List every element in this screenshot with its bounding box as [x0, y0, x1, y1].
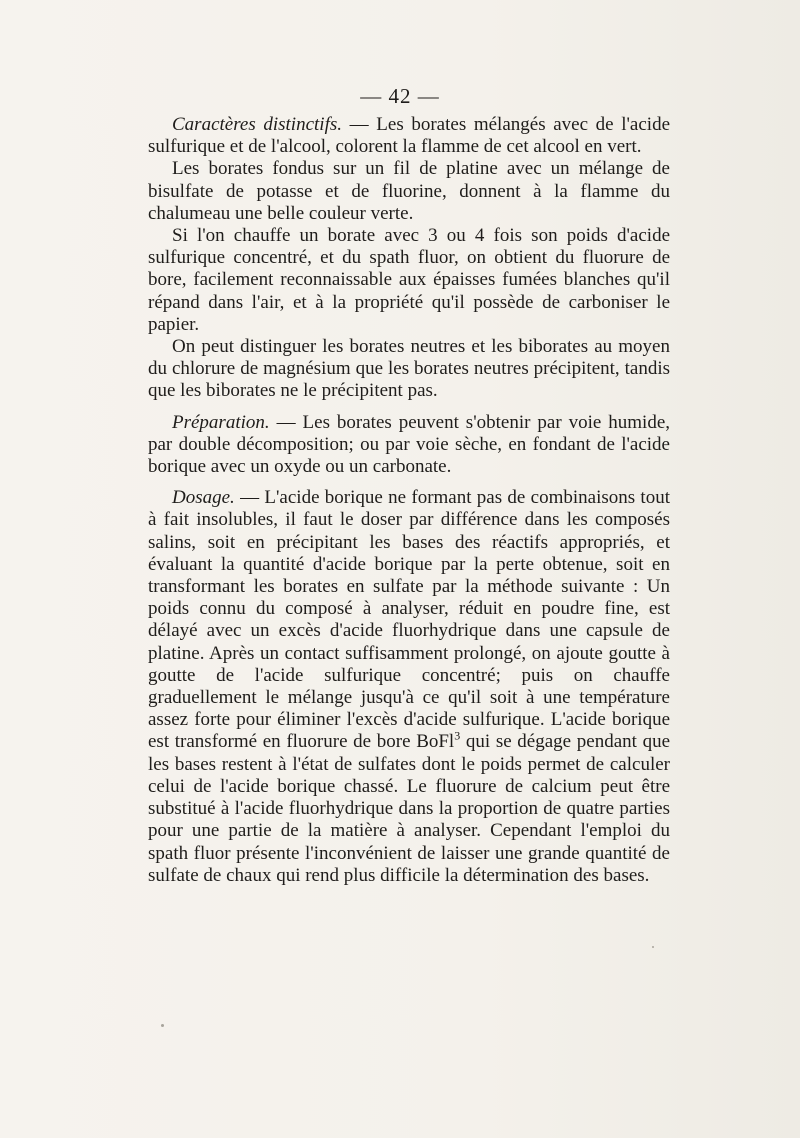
section-heading-caracteres: Caractères distinctifs.	[172, 114, 343, 135]
paragraph-text: Les borates peuvent s'obtenir par voie humide, par double décomposition; ou par voie sèche, en fondant de l'acide borique avec un oxyde ou un carbonate.	[148, 411, 670, 478]
paper-speck	[652, 946, 654, 948]
paragraph-preparation	[148, 412, 670, 479]
body-text	[148, 114, 670, 887]
paragraph-text: Si l'on chauffe un borate avec 3 ou 4 fois son poids d'acide sulfurique concentré, et du spath fluor, on obtient du fluorure de bore, facilement reconnaissable aux épaisses fumées blanches qu'il répand dans l'air, et à la propriété qu'il possède de carboniser le papier.	[148, 225, 670, 335]
paragraph-dosage	[148, 487, 670, 887]
heading-separator: —	[269, 411, 303, 433]
paragraph-text: Les borates fondus sur un fil de platine avec un mélange de bisulfate de potasse et de fluorine, donnent à la flamme du chalumeau une belle couleur verte.	[148, 158, 670, 224]
section-heading-dosage: Dosage.	[172, 487, 235, 509]
heading-separator: —	[342, 114, 377, 135]
paragraph-fil-de-platine	[148, 158, 670, 225]
paragraph-spath-fluor	[148, 225, 670, 336]
heading-separator: —	[234, 487, 265, 509]
paragraph-text: qui se dégage pendant que les bases restent à l'état de sulfates dont le poids permet de calculer celui de l'acide borique chassé. Le fluorure de calcium peut être substitué à l'acide fluorhydrique dans la proportion de quatre parties pour une partie de la matière à analyser. Cependant l'emploi du spath fluor présente l'inconvénient de laisser une grande quantité de sulfate de chaux qui rend plus difficile la détermination des bases.	[148, 731, 671, 886]
paragraph-text: L'acide borique ne formant pas de combinaisons tout à fait insolubles, il faut le doser par différence dans les composés salins, soit en précipitant les bases des réactifs appropriés, et évaluant la quantité d'acide borique par la perte obtenue, soit en transformant les borates en sulfate par la méthode suivante : Un poids connu du composé à analyser, réduit en poudre fine, est délayé avec un excès d'acide fluorhydrique dans une capsule de platine. Après un contact suffisamment prolongé, on ajoute goutte à goutte de l'acide sulfurique concentré; puis on chauffe graduellement le mélange jusqu'à ce qu'il soit à une température assez forte pour éliminer l'excès d'acide sulfurique. L'acide borique est transformé en fluorure de bore BoFl	[148, 487, 670, 753]
paragraph-text: Les borates mélangés avec de l'acide sulfurique et de l'alcool, colorent la flamme de cet alcool en vert.	[148, 114, 670, 158]
paragraph-chlorure-magnesium	[148, 336, 670, 403]
paragraph-text: On peut distinguer les borates neutres et les biborates au moyen du chlorure de magnésium que les borates neutres précipitent, tandis que les biborates ne le précipitent pas.	[148, 336, 670, 402]
section-heading-preparation: Préparation.	[172, 411, 270, 433]
paper-speck	[161, 1024, 164, 1027]
paragraph-caracteres-distinctifs	[148, 114, 670, 158]
page-number: — 42 —	[360, 84, 440, 108]
formula-superscript: 3	[454, 729, 461, 744]
